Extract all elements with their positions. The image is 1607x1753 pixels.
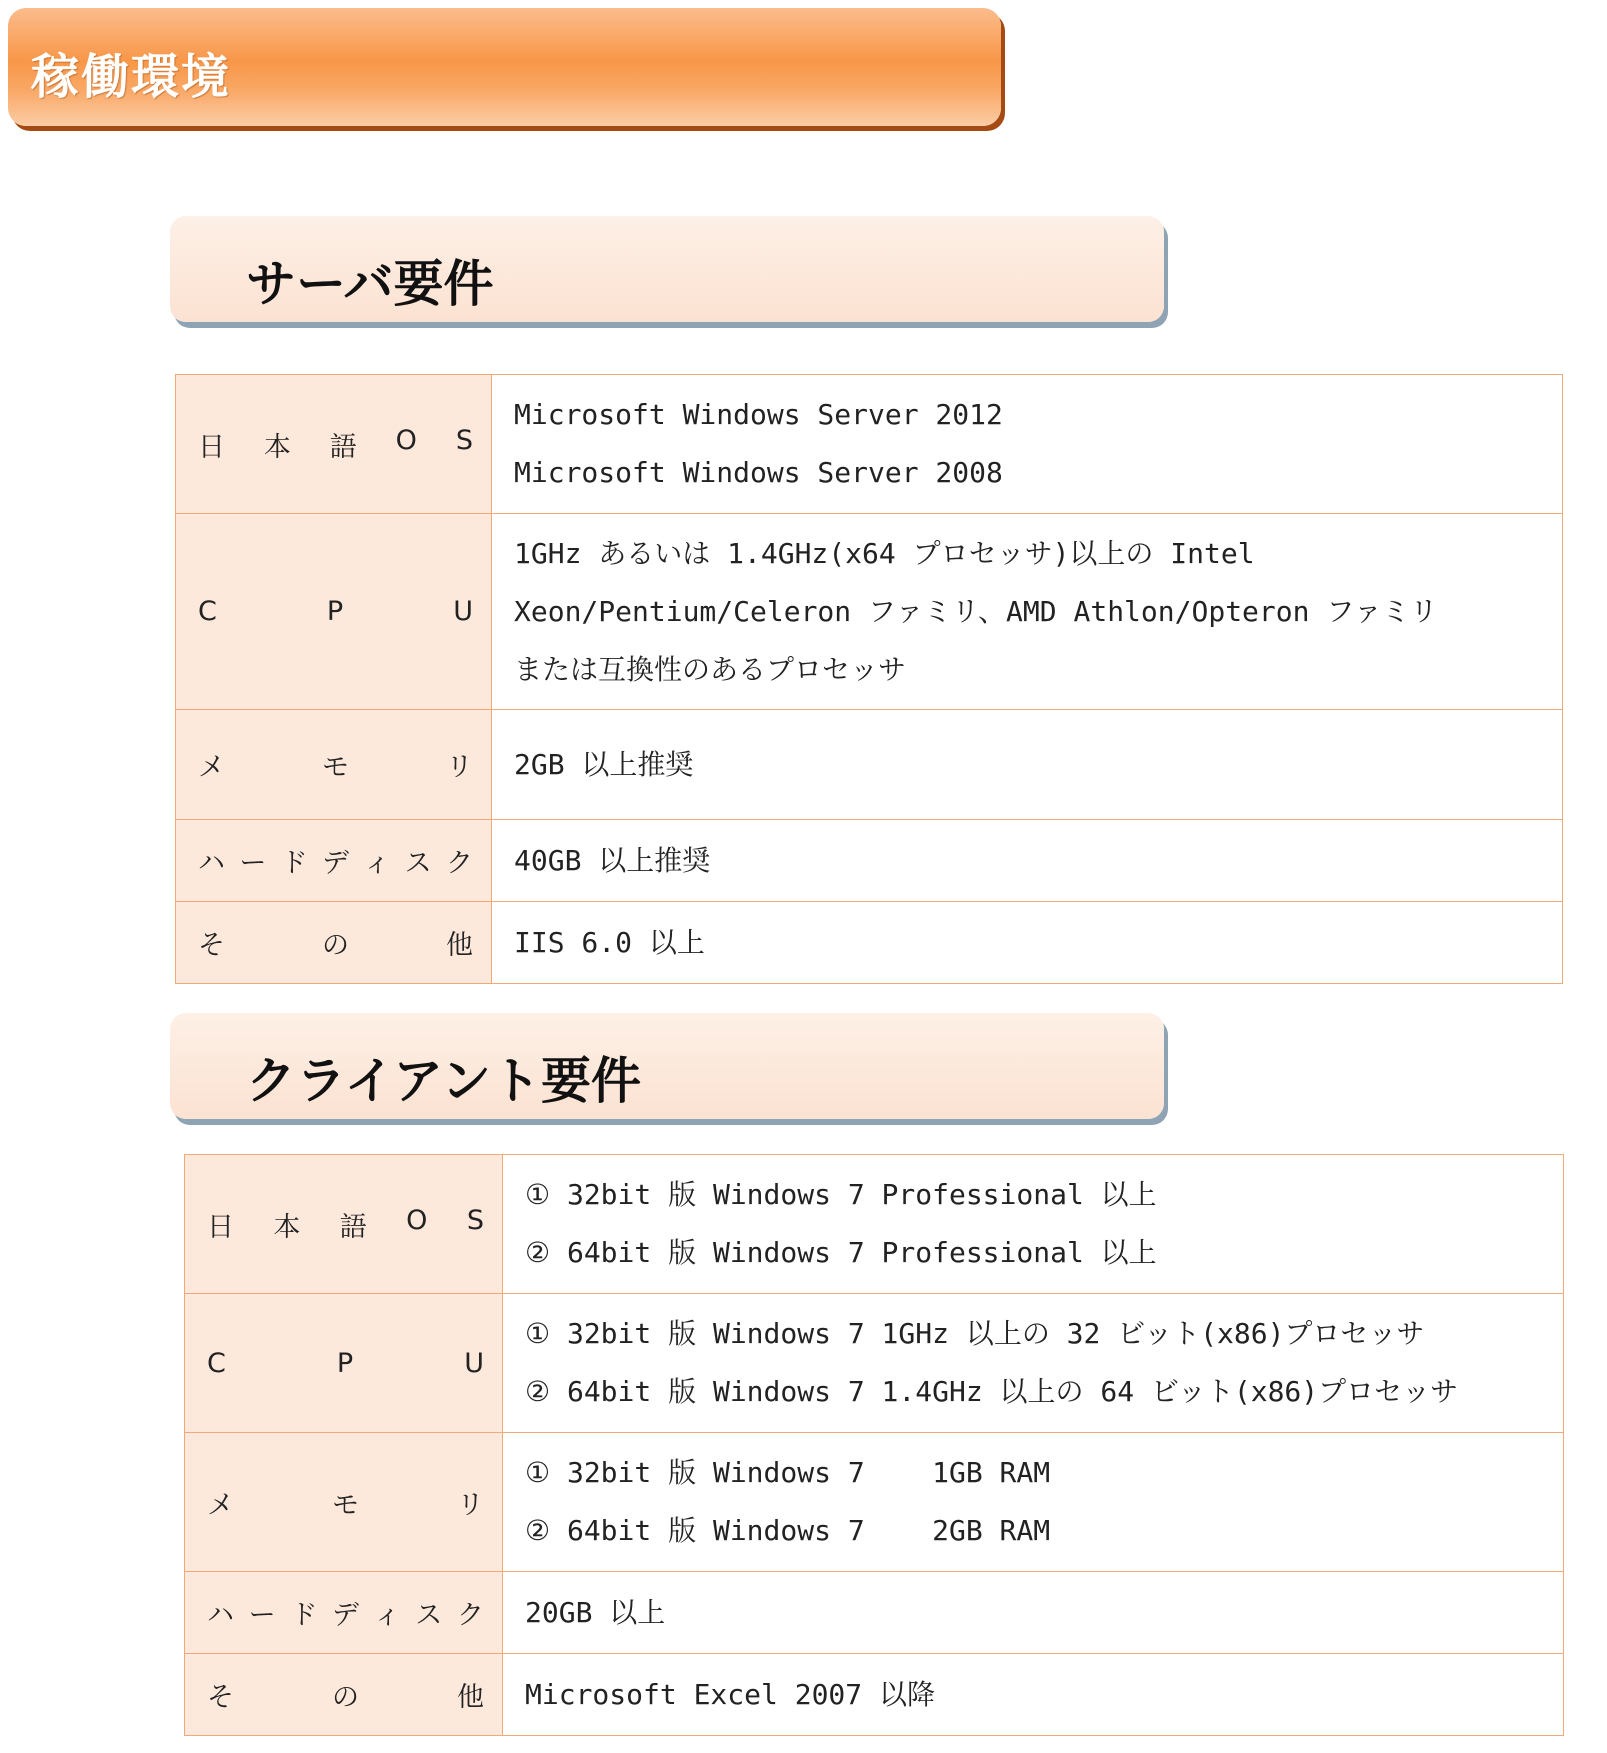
requirement-value [492, 902, 1563, 984]
label-char: ィ [363, 848, 391, 879]
requirement-label-text [198, 923, 473, 962]
requirement-label [185, 1294, 503, 1433]
requirement-value-line: Microsoft Excel 2007 以降 [525, 1677, 936, 1711]
requirement-label-text [207, 1675, 484, 1714]
server-requirement-row [176, 375, 1563, 514]
requirement-value [492, 375, 1563, 514]
label-char: メ [207, 1489, 234, 1521]
label-char: ス [415, 1600, 443, 1631]
server-requirement-row [176, 514, 1563, 710]
client-requirement-row [185, 1155, 1564, 1294]
label-char: ィ [373, 1600, 401, 1631]
label-char: ド [280, 848, 308, 879]
label-char: ク [445, 848, 473, 879]
requirement-value-line: ② 64bit 版 Windows 7 Professional 以上 [525, 1236, 1157, 1269]
requirement-value [503, 1572, 1564, 1654]
requirement-label-text [207, 1483, 484, 1522]
requirement-label [176, 902, 492, 984]
label-char: C [198, 596, 217, 627]
label-char: ー [239, 848, 267, 879]
requirement-label [185, 1155, 503, 1294]
requirement-value-line: ② 64bit 版 Windows 7 2GB RAM [525, 1514, 1051, 1547]
server-requirements-table [175, 374, 1563, 984]
label-char: 他 [457, 1682, 484, 1713]
requirement-value-line: IIS 6.0 以上 [514, 925, 705, 959]
requirement-value-line: ① 32bit 版 Windows 7 1GB RAM [525, 1456, 1051, 1489]
requirement-label-text [198, 596, 473, 627]
label-char: デ [321, 848, 349, 879]
label-char: 本 [263, 431, 291, 463]
requirement-label [176, 710, 492, 820]
label-char: 日 [198, 431, 225, 463]
requirement-label [176, 514, 492, 710]
label-char: ー [248, 1600, 276, 1631]
requirement-label [176, 375, 492, 514]
requirement-value-line: 40GB 以上推奨 [514, 843, 711, 877]
requirement-value [492, 820, 1563, 902]
client-requirements-title: クライアント要件 [246, 1052, 641, 1110]
label-char: リ [446, 752, 473, 783]
label-char: ク [456, 1600, 484, 1631]
requirement-label-text [207, 1205, 484, 1244]
requirement-value [503, 1155, 1564, 1294]
label-char: デ [331, 1600, 359, 1631]
label-char: P [326, 596, 344, 627]
client-requirement-row [185, 1654, 1564, 1736]
server-requirements-header [170, 216, 1164, 322]
label-char: 他 [446, 930, 473, 961]
requirement-value-line: Microsoft Windows Server 2012 [514, 398, 1003, 431]
label-char: ド [290, 1600, 318, 1631]
label-char: 語 [329, 431, 357, 463]
page-title: 稼働環境 [31, 49, 232, 105]
page-title-banner [8, 8, 1001, 126]
requirement-value-line: 2GB 以上推奨 [514, 747, 694, 781]
requirement-label [185, 1654, 503, 1736]
label-char: C [207, 1347, 226, 1379]
requirement-value [492, 710, 1563, 820]
requirement-value-line: Xeon/Pentium/Celeron ファミリ、AMD Athlon/Opteron ファミリ [514, 594, 1438, 628]
requirement-value-line: 20GB 以上 [525, 1595, 666, 1629]
label-char: O [406, 1204, 428, 1236]
label-char: そ [207, 1682, 234, 1713]
requirement-label [185, 1433, 503, 1572]
label-char: ハ [207, 1600, 234, 1631]
client-requirements-header [170, 1013, 1164, 1119]
requirement-value-line: ② 64bit 版 Windows 7 1.4GHz 以上の 64 ビット(x86)プロセッサ [525, 1375, 1459, 1408]
client-requirements-table [184, 1154, 1564, 1736]
requirement-label-text [198, 425, 473, 464]
requirement-value-line: 1GHz あるいは 1.4GHz(x64 プロセッサ)以上の Intel [514, 536, 1255, 570]
server-requirements-title: サーバ要件 [246, 255, 494, 313]
label-char: メ [198, 752, 225, 783]
requirement-value-line: ① 32bit 版 Windows 7 1GHz 以上の 32 ビット(x86)プロセッサ [525, 1317, 1425, 1350]
requirement-value-line: Microsoft Windows Server 2008 [514, 456, 1003, 489]
label-char: O [395, 424, 417, 456]
requirement-value [503, 1294, 1564, 1433]
label-char: そ [198, 930, 225, 961]
requirement-label-text [207, 1593, 484, 1632]
requirement-label [185, 1572, 503, 1654]
requirement-value-line: ① 32bit 版 Windows 7 Professional 以上 [525, 1178, 1157, 1211]
server-requirement-row [176, 902, 1563, 984]
client-requirement-row [185, 1433, 1564, 1572]
server-requirement-row [176, 820, 1563, 902]
label-char: モ [322, 752, 349, 783]
label-char: の [322, 930, 349, 961]
label-char: S [466, 1204, 484, 1236]
requirement-label [176, 820, 492, 902]
label-char: モ [332, 1489, 359, 1521]
server-requirement-row [176, 710, 1563, 820]
client-requirement-row [185, 1572, 1564, 1654]
requirement-value [492, 514, 1563, 710]
requirement-value [503, 1654, 1564, 1736]
requirement-label-text [207, 1348, 484, 1379]
label-char: 語 [339, 1211, 367, 1243]
requirement-value [503, 1433, 1564, 1572]
requirement-value-line: または互換性のあるプロセッサ [514, 652, 907, 686]
label-char: ス [404, 848, 432, 879]
label-char: の [332, 1682, 359, 1713]
label-char: リ [457, 1489, 484, 1521]
requirement-label-text [198, 745, 473, 784]
label-char: U [453, 596, 473, 627]
label-char: P [336, 1347, 354, 1379]
label-char: S [455, 424, 473, 456]
client-requirement-row [185, 1294, 1564, 1433]
label-char: 本 [273, 1211, 301, 1243]
label-char: 日 [207, 1211, 234, 1243]
label-char: U [464, 1347, 484, 1379]
requirement-label-text [198, 841, 473, 880]
label-char: ハ [198, 848, 225, 879]
